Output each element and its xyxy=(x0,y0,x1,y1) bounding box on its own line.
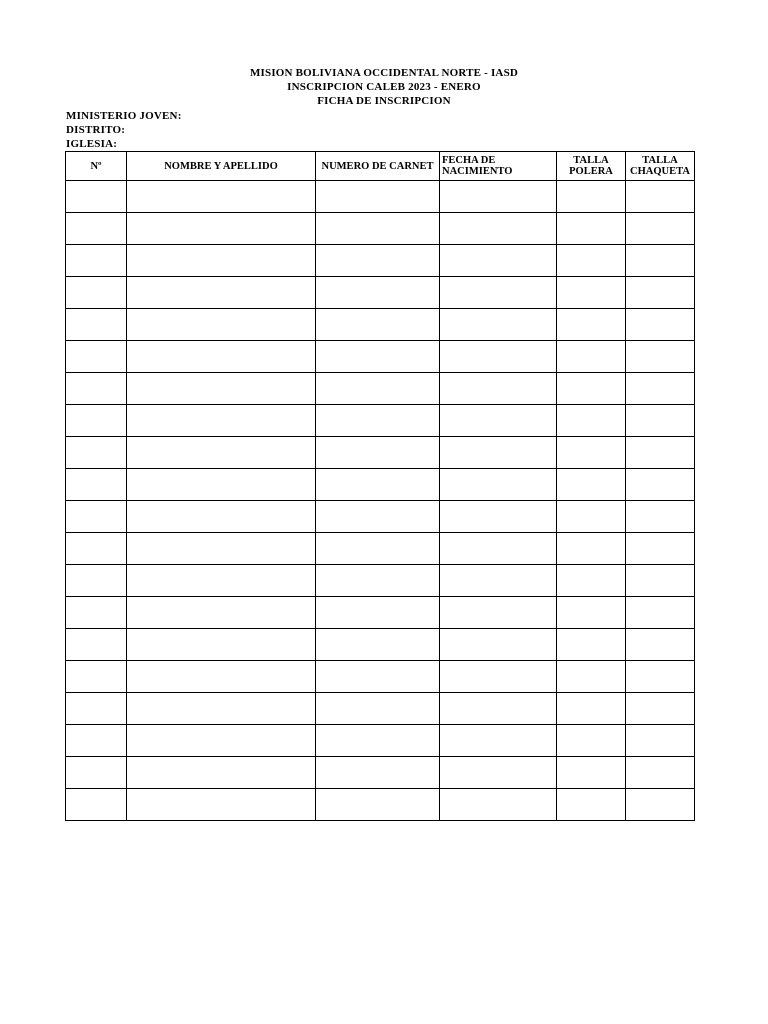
table-cell[interactable] xyxy=(626,181,695,213)
table-cell[interactable] xyxy=(316,245,440,277)
table-row xyxy=(66,437,695,469)
table-cell[interactable] xyxy=(440,373,557,405)
table-cell[interactable] xyxy=(66,501,127,533)
table-cell[interactable] xyxy=(626,277,695,309)
table-cell[interactable] xyxy=(557,565,626,597)
table-cell[interactable] xyxy=(316,373,440,405)
header-organization: MISION BOLIVIANA OCCIDENTAL NORTE - IASD xyxy=(249,67,519,79)
table-row xyxy=(66,309,695,341)
table-cell[interactable] xyxy=(626,309,695,341)
table-cell[interactable] xyxy=(557,181,626,213)
table-cell[interactable] xyxy=(626,757,695,789)
table-body xyxy=(66,181,695,821)
table-cell[interactable] xyxy=(626,341,695,373)
table-cell[interactable] xyxy=(316,693,440,725)
table-cell[interactable] xyxy=(440,213,557,245)
table-cell[interactable] xyxy=(557,277,626,309)
table-cell[interactable] xyxy=(316,501,440,533)
table-cell[interactable] xyxy=(316,597,440,629)
table-row xyxy=(66,373,695,405)
table-cell[interactable] xyxy=(316,437,440,469)
column-header-name: NOMBRE Y APELLIDO xyxy=(127,152,316,181)
table-row xyxy=(66,789,695,821)
table-cell[interactable] xyxy=(127,597,316,629)
table-cell[interactable] xyxy=(127,565,316,597)
table-cell[interactable] xyxy=(66,725,127,757)
table-cell[interactable] xyxy=(66,533,127,565)
table-cell[interactable] xyxy=(66,213,127,245)
table-cell[interactable] xyxy=(316,309,440,341)
table-cell[interactable] xyxy=(626,501,695,533)
table-cell[interactable] xyxy=(316,213,440,245)
table-cell[interactable] xyxy=(66,693,127,725)
table-cell[interactable] xyxy=(626,373,695,405)
table-cell[interactable] xyxy=(440,565,557,597)
table-cell[interactable] xyxy=(127,629,316,661)
table-row xyxy=(66,597,695,629)
header-form-title: FICHA DE INSCRIPCION xyxy=(317,95,451,107)
table-cell[interactable] xyxy=(440,661,557,693)
table-cell[interactable] xyxy=(127,405,316,437)
table-cell[interactable] xyxy=(557,533,626,565)
table-cell[interactable] xyxy=(440,629,557,661)
table-cell[interactable] xyxy=(66,629,127,661)
form-fields xyxy=(66,109,182,151)
table-cell[interactable] xyxy=(66,757,127,789)
table-cell[interactable] xyxy=(557,245,626,277)
table-cell[interactable] xyxy=(557,757,626,789)
table-row xyxy=(66,341,695,373)
table-cell[interactable] xyxy=(127,437,316,469)
table-cell[interactable] xyxy=(440,501,557,533)
table-cell[interactable] xyxy=(557,789,626,821)
table-cell[interactable] xyxy=(440,757,557,789)
table-row xyxy=(66,661,695,693)
table-row xyxy=(66,629,695,661)
table-cell[interactable] xyxy=(557,725,626,757)
table-cell[interactable] xyxy=(66,469,127,501)
header-event: INSCRIPCION CALEB 2023 - ENERO xyxy=(287,81,481,93)
table-row xyxy=(66,213,695,245)
table-cell[interactable] xyxy=(626,597,695,629)
table-cell[interactable] xyxy=(66,789,127,821)
table-row xyxy=(66,693,695,725)
table-cell[interactable] xyxy=(316,341,440,373)
table-cell[interactable] xyxy=(626,693,695,725)
table-cell[interactable] xyxy=(440,437,557,469)
table-cell[interactable] xyxy=(557,373,626,405)
table-row xyxy=(66,405,695,437)
table-cell[interactable] xyxy=(66,405,127,437)
table-cell[interactable] xyxy=(316,661,440,693)
table-cell[interactable] xyxy=(127,661,316,693)
table-cell[interactable] xyxy=(127,469,316,501)
field-distrito: DISTRITO: xyxy=(66,124,126,136)
table-cell[interactable] xyxy=(626,469,695,501)
table-cell[interactable] xyxy=(316,789,440,821)
table-cell[interactable] xyxy=(316,757,440,789)
table-cell[interactable] xyxy=(557,501,626,533)
table-cell[interactable] xyxy=(66,661,127,693)
table-cell[interactable] xyxy=(557,469,626,501)
table-cell[interactable] xyxy=(127,181,316,213)
table-cell[interactable] xyxy=(127,341,316,373)
table-cell[interactable] xyxy=(626,629,695,661)
table-cell[interactable] xyxy=(626,437,695,469)
table-cell[interactable] xyxy=(127,533,316,565)
table-cell[interactable] xyxy=(316,469,440,501)
table-cell[interactable] xyxy=(440,725,557,757)
table-row xyxy=(66,277,695,309)
table-row xyxy=(66,181,695,213)
table-cell[interactable] xyxy=(626,213,695,245)
table-row xyxy=(66,725,695,757)
column-header-carnet: NUMERO DE CARNET xyxy=(316,152,440,181)
table-cell[interactable] xyxy=(316,725,440,757)
table-cell[interactable] xyxy=(316,405,440,437)
table-cell[interactable] xyxy=(316,181,440,213)
table-cell[interactable] xyxy=(440,309,557,341)
table-cell[interactable] xyxy=(316,565,440,597)
table-cell[interactable] xyxy=(440,181,557,213)
table-cell[interactable] xyxy=(626,661,695,693)
table-cell[interactable] xyxy=(626,565,695,597)
table-cell[interactable] xyxy=(66,597,127,629)
table-cell[interactable] xyxy=(127,213,316,245)
table-cell[interactable] xyxy=(440,789,557,821)
column-header-birthdate: FECHA DE NACIMIENTO xyxy=(440,152,557,181)
table-cell[interactable] xyxy=(66,181,127,213)
table-cell[interactable] xyxy=(440,277,557,309)
table-cell[interactable] xyxy=(626,405,695,437)
table-cell[interactable] xyxy=(557,661,626,693)
column-header-shirt-size: TALLA POLERA xyxy=(557,152,626,181)
table-cell[interactable] xyxy=(626,725,695,757)
table-cell[interactable] xyxy=(557,629,626,661)
field-ministerio: MINISTERIO JOVEN: xyxy=(66,110,182,122)
table-cell[interactable] xyxy=(127,309,316,341)
table-cell[interactable] xyxy=(66,341,127,373)
table-cell[interactable] xyxy=(440,341,557,373)
table-cell[interactable] xyxy=(127,277,316,309)
table-cell[interactable] xyxy=(316,533,440,565)
table-cell[interactable] xyxy=(557,597,626,629)
table-cell[interactable] xyxy=(557,309,626,341)
table-cell[interactable] xyxy=(127,501,316,533)
table-cell[interactable] xyxy=(127,725,316,757)
column-header-jacket-size: TALLA CHAQUETA xyxy=(626,152,695,181)
table-cell[interactable] xyxy=(316,277,440,309)
table-cell[interactable] xyxy=(440,693,557,725)
table-row xyxy=(66,501,695,533)
table-cell[interactable] xyxy=(626,245,695,277)
table-cell[interactable] xyxy=(440,469,557,501)
table-cell[interactable] xyxy=(66,565,127,597)
table-cell[interactable] xyxy=(626,533,695,565)
table-row xyxy=(66,533,695,565)
table-cell[interactable] xyxy=(127,245,316,277)
document-header xyxy=(0,66,768,108)
table-cell[interactable] xyxy=(127,789,316,821)
table-cell[interactable] xyxy=(557,437,626,469)
table-header-row xyxy=(66,152,695,181)
table-row xyxy=(66,757,695,789)
table-cell[interactable] xyxy=(557,213,626,245)
field-iglesia: IGLESIA: xyxy=(66,138,118,150)
table-cell[interactable] xyxy=(66,277,127,309)
table-cell[interactable] xyxy=(66,309,127,341)
table-cell[interactable] xyxy=(66,373,127,405)
table-row xyxy=(66,565,695,597)
table-cell[interactable] xyxy=(440,405,557,437)
table-row xyxy=(66,245,695,277)
table-cell[interactable] xyxy=(557,693,626,725)
table-cell[interactable] xyxy=(557,405,626,437)
table-cell[interactable] xyxy=(440,533,557,565)
table-cell[interactable] xyxy=(440,597,557,629)
table-cell[interactable] xyxy=(66,437,127,469)
table-cell[interactable] xyxy=(66,245,127,277)
table-cell[interactable] xyxy=(127,757,316,789)
table-cell[interactable] xyxy=(557,341,626,373)
table-cell[interactable] xyxy=(127,373,316,405)
table-cell[interactable] xyxy=(626,789,695,821)
table-cell[interactable] xyxy=(440,245,557,277)
table-cell[interactable] xyxy=(316,629,440,661)
table-row xyxy=(66,469,695,501)
table-cell[interactable] xyxy=(127,693,316,725)
registration-table xyxy=(65,151,695,821)
column-header-number: Nº xyxy=(66,152,127,181)
